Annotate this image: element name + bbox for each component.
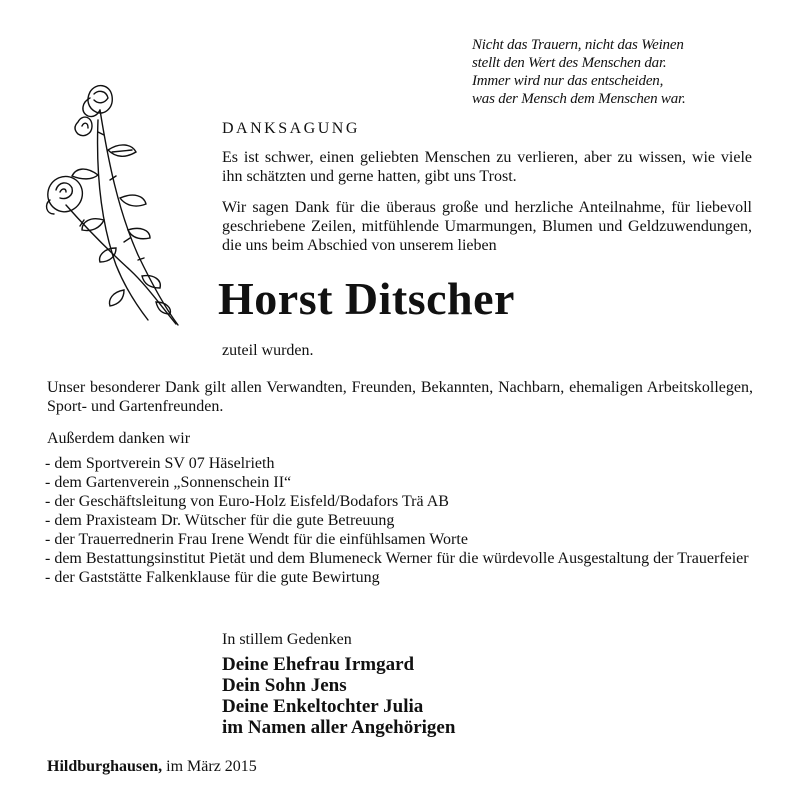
list-item: - dem Gartenverein „Sonnenschein II“ <box>45 474 292 491</box>
date-text: im März 2015 <box>166 758 257 775</box>
list-item: - dem Bestattungsinstitut Pietät und dem Blumeneck Werner für die würdevolle Ausgestaltung der Trauerfeier <box>45 550 749 567</box>
place-name: Hildburghausen, <box>47 758 163 775</box>
quote-line: Immer wird nur das entscheiden, <box>472 73 664 89</box>
signature-block <box>222 654 455 738</box>
intro-paragraph: Es ist schwer, einen geliebten Menschen zu verlieren, aber zu wissen, wie viele ihn schätzten und gerne hatten, gibt uns Trost. <box>222 149 752 185</box>
thanks-list <box>45 454 765 587</box>
list-item: - der Trauerrednerin Frau Irene Wendt für die einfühlsamen Worte <box>45 531 468 548</box>
quote-line: stellt den Wert des Menschen dar. <box>472 55 667 71</box>
signature-line: im Namen aller Angehörigen <box>222 717 456 738</box>
zuteil-text: zuteil wurden. <box>222 342 314 359</box>
deceased-name: Horst Ditscher <box>218 273 515 324</box>
place-date <box>47 758 257 776</box>
quote-line: Nicht das Trauern, nicht das Weinen <box>472 37 684 53</box>
list-item: - dem Sportverein SV 07 Häselrieth <box>45 455 275 472</box>
list-item: - der Gaststätte Falkenklause für die gute Bewirtung <box>45 569 380 586</box>
signature-line: Dein Sohn Jens <box>222 675 347 696</box>
page-title: DANKSAGUNG <box>222 120 360 137</box>
list-item: - der Geschäftsleitung von Euro-Holz Eisfeld/Bodafors Trä AB <box>45 493 449 510</box>
thanks-paragraph: Wir sagen Dank für die überaus große und herzliche Anteilnahme, für liebevoll geschriebene Zeilen, mitfühlende Umarmungen, Blumen und Geldzuwendungen, die uns beim Abschied von unserem lieben <box>222 199 752 254</box>
rose-illustration-icon <box>38 80 188 330</box>
ausserdem-text: Außerdem danken wir <box>47 430 191 447</box>
list-item: - dem Praxisteam Dr. Wütscher für die gute Betreuung <box>45 512 395 529</box>
signature-line: Deine Enkeltochter Julia <box>222 696 424 717</box>
quote-line: was der Mensch dem Menschen war. <box>472 91 686 107</box>
signature-line: Deine Ehefrau Irmgard <box>222 654 415 675</box>
special-thanks-paragraph: Unser besonderer Dank gilt allen Verwandten, Freunden, Bekannten, Nachbarn, ehemaligen Arbeitskollegen, Sport- und Gartenfreunden. <box>47 379 753 415</box>
quote-block <box>472 36 772 108</box>
gedenken-text: In stillem Gedenken <box>222 631 352 648</box>
